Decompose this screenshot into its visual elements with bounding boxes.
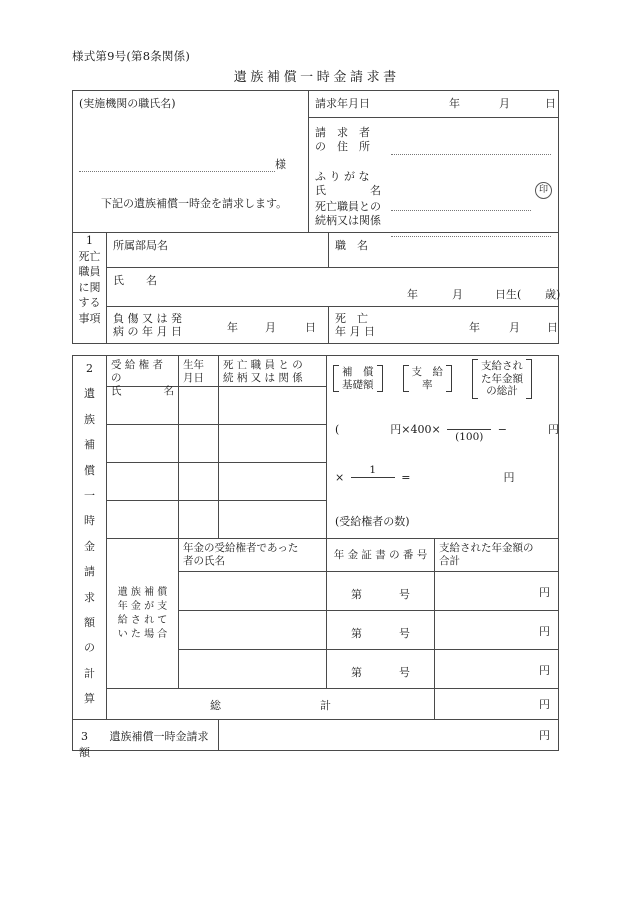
relation-header-line2: 続 柄 又 は 関 係 xyxy=(223,372,303,384)
beneficiary-name-header-line1: 受 給 権 者 の xyxy=(111,359,164,384)
annuity-certificate-input[interactable]: 第 号 xyxy=(327,572,435,611)
bracket-terms xyxy=(327,356,558,399)
form-code: 様式第9号(第8条関係) xyxy=(72,49,191,63)
claimant-label-line1: 請 求 者 xyxy=(315,126,370,139)
annuity-name-header xyxy=(179,539,327,572)
annuity-name-header-line1: 年金の受給権者であった xyxy=(183,542,299,554)
birthdate-header xyxy=(179,356,219,387)
formula-times-1: × xyxy=(431,422,441,436)
annuity-amount-input[interactable]: 円 xyxy=(435,572,559,611)
position-label: 職 名 xyxy=(335,239,368,252)
claim-date-day[interactable]: 日 xyxy=(545,97,556,110)
relation-header-line1: 死 亡 職 員 と の xyxy=(223,359,303,371)
death-day[interactable]: 日 xyxy=(547,321,558,334)
agency-cell xyxy=(73,91,309,233)
beneficiary-birthdate-input[interactable] xyxy=(179,425,219,463)
birth-year[interactable]: 年 xyxy=(407,288,418,301)
annuity-certificate-header: 年 金 証 書 の 番 号 xyxy=(327,539,435,572)
death-label-line1: 死 亡 xyxy=(335,312,368,325)
department-cell[interactable] xyxy=(107,233,329,268)
deceased-name-label: 氏 名 xyxy=(113,274,157,287)
beneficiary-name-input[interactable] xyxy=(107,501,179,539)
birthdate-header-line2: 月日 xyxy=(183,372,204,384)
formula-yen-2: 円 xyxy=(547,422,559,436)
injury-month[interactable]: 月 xyxy=(265,321,276,334)
death-month[interactable]: 月 xyxy=(509,321,520,334)
bracket-term-rate: 支 給 率 xyxy=(403,365,453,392)
beneficiary-name-header xyxy=(107,356,179,397)
formula-fraction-rate[interactable]: (100) xyxy=(447,417,491,443)
annuity-amount-header-line1: 支給された年金額の xyxy=(439,542,534,554)
claimant-label-line2: の 住 所 xyxy=(315,140,370,153)
formula-factor: 400 xyxy=(410,422,432,436)
birthdate-header-line1: 生年 xyxy=(183,359,204,371)
beneficiary-relation-input[interactable] xyxy=(219,387,327,425)
section2-side-label: 2 遺 族 補 償 一 時 金 請 求 額 の 計 算 xyxy=(73,356,107,720)
deceased-name-cell[interactable] xyxy=(107,268,559,307)
annuity-total-label: 総 計 xyxy=(107,689,435,720)
injury-year[interactable]: 年 xyxy=(227,321,238,334)
position-cell[interactable] xyxy=(329,233,559,268)
annuity-total-amount[interactable]: 円 xyxy=(435,689,559,720)
claim-date-month[interactable]: 月 xyxy=(499,97,510,110)
applicant-box xyxy=(72,90,559,233)
claimant-address-input[interactable] xyxy=(391,142,551,155)
injury-label-line2: 病 の 年 月 日 xyxy=(113,325,182,338)
injury-label-line1: 負 傷 又 は 発 xyxy=(113,312,182,325)
section1-side-label: 1 死亡 職員 に関 する 事項 xyxy=(73,233,107,344)
relation-label-line1: 死亡職員との xyxy=(315,200,381,213)
claim-statement: 下記の遺族補償一時金を請求します。 xyxy=(101,197,288,210)
formula-times-2: × xyxy=(335,470,345,484)
furigana-label: ふ り が な xyxy=(315,170,370,183)
agency-label: (実施機関の職氏名) xyxy=(79,97,176,110)
beneficiary-relation-input[interactable] xyxy=(219,425,327,463)
relation-label-line2: 続柄又は関係 xyxy=(315,214,381,227)
agency-name-line[interactable] xyxy=(79,160,275,172)
honorific: 様 xyxy=(275,158,286,171)
relation-header xyxy=(219,356,327,387)
formula-yen-3: 円 xyxy=(503,470,515,484)
seal-icon: 印 xyxy=(535,182,552,199)
section3-label-cell xyxy=(73,720,219,759)
section3-label: 遺族補償一時金請求額 xyxy=(79,730,209,759)
beneficiary-birthdate-input[interactable] xyxy=(179,463,219,501)
birth-age[interactable]: 歳) xyxy=(545,288,561,301)
claimant-detail-cell xyxy=(309,118,559,233)
annuity-side-label: 遺 族 補 償 年 金 が 支 給 さ れ て い た 場 合 xyxy=(107,539,179,689)
injury-day[interactable]: 日 xyxy=(305,321,316,334)
claimant-name-input[interactable] xyxy=(391,198,531,211)
beneficiary-name-input[interactable] xyxy=(107,463,179,501)
birth-day[interactable]: 日生( xyxy=(495,288,522,301)
formula-multiply-1: × xyxy=(401,422,411,436)
beneficiary-relation-input[interactable] xyxy=(219,463,327,501)
formula-equals: = xyxy=(401,470,411,484)
beneficiary-relation-input[interactable] xyxy=(219,501,327,539)
annuity-name-header-line2: 者の氏名 xyxy=(183,555,225,567)
birth-month[interactable]: 月 xyxy=(452,288,463,301)
annuity-certificate-input[interactable]: 第 号 xyxy=(327,611,435,650)
claim-date-label: 請求年月日 xyxy=(315,97,370,110)
section3-number: 3 xyxy=(81,730,88,743)
formula-line-2[interactable] xyxy=(327,443,558,491)
injury-date-cell[interactable] xyxy=(107,307,329,344)
claim-date-cell xyxy=(309,91,559,118)
page-title: 遺族補償一時金請求書 xyxy=(233,70,400,85)
formula-yen-1: 円 xyxy=(390,422,402,436)
death-year[interactable]: 年 xyxy=(469,321,480,334)
calculation-cell xyxy=(327,356,559,539)
annuity-name-input[interactable] xyxy=(179,572,327,611)
formula-note: (受給権者の数) xyxy=(335,514,410,528)
section1-table xyxy=(72,232,559,344)
annuity-certificate-input[interactable]: 第 号 xyxy=(327,650,435,689)
bracket-term-compensation: 補 償 基礎額 xyxy=(333,365,383,392)
claim-date-year[interactable]: 年 xyxy=(449,97,460,110)
section2-table xyxy=(72,355,559,759)
annuity-amount-header xyxy=(435,539,559,572)
death-date-cell[interactable] xyxy=(329,307,559,344)
section3-row xyxy=(73,720,559,751)
annuity-name-input[interactable] xyxy=(179,611,327,650)
formula-fraction-count[interactable]: 1 xyxy=(351,465,395,491)
annuity-amount-header-line2: 合計 xyxy=(439,555,460,567)
annuity-amount-input[interactable]: 円 xyxy=(435,650,559,689)
beneficiary-name-header-line2: 氏 名 xyxy=(111,385,174,397)
beneficiary-name-input[interactable] xyxy=(107,387,179,425)
name-label: 氏 名 xyxy=(315,184,381,197)
beneficiary-birthdate-input[interactable] xyxy=(179,501,219,539)
annuity-amount-input[interactable]: 円 xyxy=(435,611,559,650)
annuity-total-row xyxy=(73,689,559,720)
beneficiary-birthdate-input[interactable] xyxy=(179,387,219,425)
formula-minus: − xyxy=(497,422,507,436)
formula-line-1[interactable] xyxy=(327,399,558,443)
bracket-term-paid-total: 支給され た年金額 の総計 xyxy=(472,359,532,399)
beneficiary-name-input[interactable] xyxy=(107,425,179,463)
formula-open-paren: ( xyxy=(335,422,340,436)
department-label: 所属部局名 xyxy=(113,239,168,252)
annuity-name-input[interactable] xyxy=(179,650,327,689)
section3-amount-input[interactable]: 円 xyxy=(219,720,559,751)
death-label-line2: 年 月 日 xyxy=(335,325,375,338)
